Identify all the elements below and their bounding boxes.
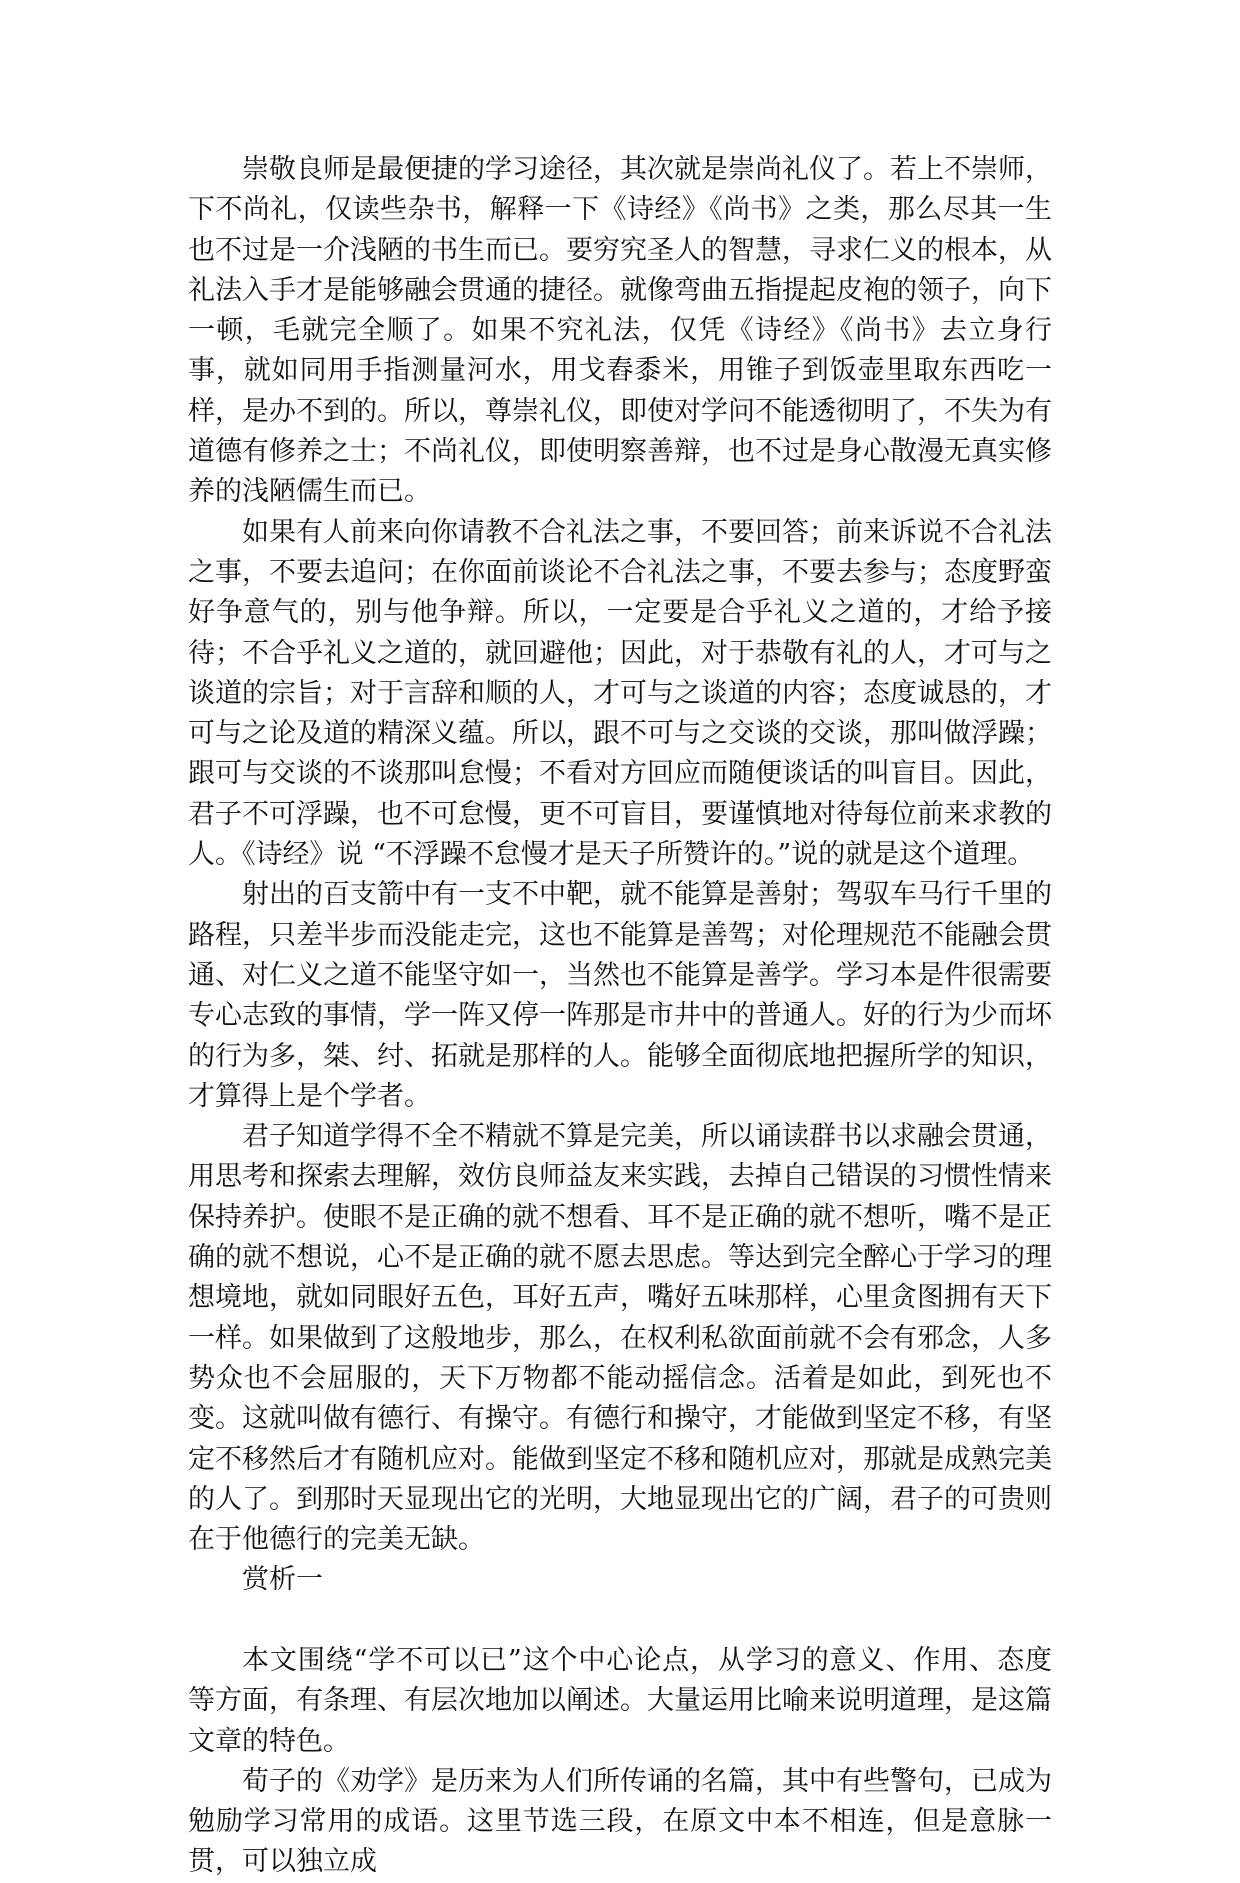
body-paragraph-2: 如果有人前来向你请教不合礼法之事，不要回答；前来诉说不合礼法之事，不要去追问；在你面前谈论不合礼法之事，不要去参与；态度野蛮好争意气的，别与他争辩。所以，一定要是合乎礼义之道的，才给予接待；不合乎礼义之道的，就回避他；因此，对于恭敬有礼的人，才可与之谈道的宗旨；对于言辞和顺的人，才可与之谈道的内容；态度诚恳的，才可与之论及道的精深义蕴。所以，跟不可与之交谈的交谈，那叫做浮躁；跟可与交谈的不谈那叫怠慢；不看对方回应而随便谈话的叫盲目。因此，君子不可浮躁，也不可怠慢，更不可盲目，要谨慎地对待每位前来求教的人。《诗经》说 “不浮躁不怠慢才是天子所赞许的。”说的就是这个道理。 — [188, 516, 1052, 871]
section-heading: 赏析一 — [242, 1564, 323, 1596]
body-paragraph-4: 君子知道学得不全不精就不算是完美，所以诵读群书以求融会贯通，用思考和探索去理解，效仿良师益友来实践，去掉自己错误的习惯性情来保持养护。使眼不是正确的就不想看、耳不是正确的就不想听，嘴不是正确的就不想说，心不是正确的就不愿去思虑。等达到完全醉心于学习的理想境地，就如同眼好五色，耳好五声，嘴好五味那样，心里贪图拥有天下一样。如果做到了这般地步，那么，在权利私欲面前就不会有邪念，人多势众也不会屈服的，天下万物都不能动摇信念。活着是如此，到死也不变。这就叫做有德行、有操守。有德行和操守，才能做到坚定不移，有坚定不移然后才有随机应对。能做到坚定不移和随机应对，那就是成熟完美的人了。到那时天显现出它的光明，大地显现出它的广阔，君子的可贵则在于他德行的完美无缺。 — [188, 1121, 1052, 1556]
blank-line — [188, 1601, 1052, 1641]
analysis-paragraph-1: 本文围绕“学不可以已”这个中心论点，从学习的意义、作用、态度等方面，有条理、有层次地加以阐述。大量运用比喻来说明道理，是这篇文章的特色。 — [188, 1644, 1052, 1757]
body-paragraph-1: 崇敬良师是最便捷的学习途径，其次就是崇尚礼仪了。若上不崇师，下不尚礼，仅读些杂书，解释一下《诗经》《尚书》之类，那么尽其一生也不过是一介浅陋的书生而已。要穷究圣人的智慧，寻求仁义的根本，从礼法入手才是能够融会贯通的捷径。就像弯曲五指提起皮袍的领子，向下一顿，毛就完全顺了。如果不究礼法，仅凭《诗经》《尚书》去立身行事，就如同用手指测量河水，用戈舂黍米，用锥子到饭壶里取东西吃一样，是办不到的。所以，尊崇礼仪，即使对学问不能透彻明了，不失为有道德有修养之士；不尚礼仪，即使明察善辩，也不过是身心散漫无真实修养的浅陋儒生而已。 — [188, 154, 1052, 508]
body-paragraph-3: 射出的百支箭中有一支不中靶，就不能算是善射；驾驭车马行千里的路程，只差半步而没能走完，这也不能算是善驾；对伦理规范不能融会贯通、对仁义之道不能坚守如一，当然也不能算是善学。学习本是件很需要专心志致的事情，学一阵又停一阵那是市井中的普通人。好的行为少而坏的行为多，桀、纣、拓就是那样的人。能够全面彻底地把握所学的知识，才算得上是个学者。 — [188, 879, 1052, 1112]
analysis-paragraph-2: 荀子的《劝学》是历来为人们所传诵的名篇，其中有些警句，已成为勉励学习常用的成语。这里节选三段，在原文中本不相连，但是意脉一贯，可以独立成 — [188, 1765, 1052, 1878]
document-page — [188, 150, 1052, 1883]
